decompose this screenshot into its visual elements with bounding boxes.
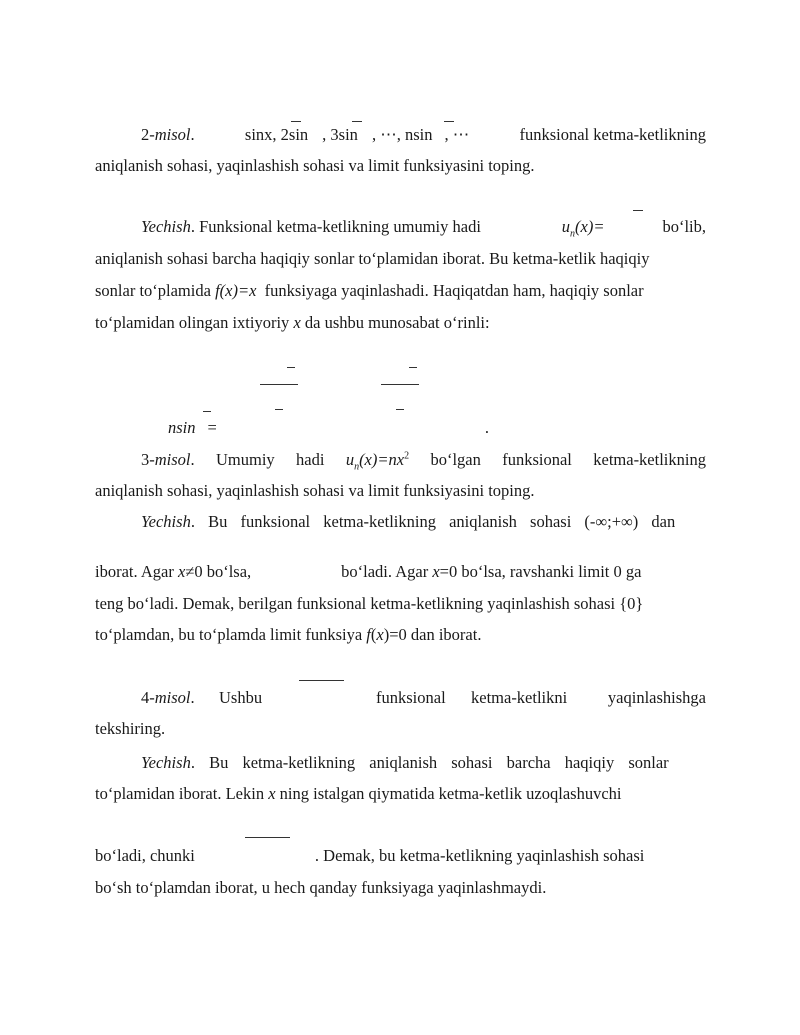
- example-4-heading: 4-misol.: [141, 688, 195, 707]
- example-2-line-2: aniqlanish sohasi, yaqinlashish sohasi va limit funksiyasini toping.: [95, 156, 535, 175]
- fraction-bar: [260, 384, 298, 385]
- fraction-bar: [245, 837, 290, 838]
- solution-4-line-3: bo‘ladi, chunki . Demak, bu ketma-ketlikning yaqinlashish sohasi: [95, 846, 645, 865]
- example-3-line-2: aniqlanish sohasi, yaqinlashish sohasi va limit funksiyasini toping.: [95, 481, 535, 500]
- solution-2-line-1: [141, 216, 706, 238]
- fraction-bar: [409, 367, 417, 368]
- example-3-heading: 3-misol.: [141, 450, 195, 469]
- fraction-bar: [352, 121, 362, 122]
- example-4-line-2: tekshiring.: [95, 719, 166, 738]
- solution-3-line-4: to‘plamdan, bu to‘plamda limit funksiya f(x)=0 dan iborat.: [95, 625, 482, 644]
- solution-2-line-3: sonlar to‘plamida f(x)=x funksiyaga yaqinlashadi. Haqiqatdan ham, haqiqiy sonlar: [95, 281, 644, 300]
- fraction-bar: [444, 121, 454, 122]
- formula-line: [168, 417, 508, 439]
- solution-4-line-1: Yechish. Bu ketma-ketlikning aniqlanish sohasi barcha haqiqiy sonlar: [141, 753, 669, 772]
- example-2-line-1: [141, 124, 706, 146]
- solution-3-line-2: iborat. Agar x≠0 bo‘lsa, bo‘ladi. Agar x=0 bo‘lsa, ravshanki limit 0 ga: [95, 562, 642, 581]
- formula-left: nsin: [168, 418, 196, 437]
- fraction-bar: [203, 411, 211, 412]
- fraction-bar: [381, 384, 419, 385]
- example-3-line-1: 3-misol. Umumiy hadi $u_n(x)=nx^2$ bo‘lgan funksional ketma-ketlikning: [141, 450, 706, 473]
- fraction-bar: [396, 409, 404, 410]
- solution-2-lead: Yechish. Funksional ketma-ketlikning umumiy hadi: [141, 217, 481, 236]
- solution-2-line-4: to‘plamidan olingan ixtiyoriy x da ushbu munosabat o‘rinli:: [95, 313, 490, 332]
- formula-equals: =: [207, 418, 217, 437]
- solution-4-line-2: to‘plamidan iborat. Lekin x ning istalgan qiymatida ketma-ketlik uzoqlashuvchi: [95, 784, 622, 803]
- example-2-heading: 2-misol.: [141, 125, 195, 144]
- general-term: $u_n(x)=nx^2$: [345, 450, 410, 473]
- formula-end: .: [484, 418, 489, 437]
- fraction-bar: [633, 210, 643, 211]
- fraction-bar: [291, 121, 301, 122]
- example-2-text: funksional ketma-ketlikning: [519, 125, 706, 144]
- solution-2-line-2: aniqlanish sohasi barcha haqiqiy sonlar to‘plamidan iborat. Bu ketma-ketlik haqiqiy: [95, 249, 650, 268]
- general-term: $u_n(x)=$ bo‘lib,: [561, 217, 706, 240]
- fraction-bar: [287, 367, 295, 368]
- example-4-line-1: 4-misol. Ushbu funksional ketma-ketlikni yaqinlashishga: [141, 688, 706, 707]
- example-2-sequence: sinx, 2sin , 3sin , ⋯, nsin , ⋯: [244, 125, 470, 144]
- fraction-bar: [275, 409, 283, 410]
- solution-3-line-3: teng bo‘ladi. Demak, berilgan funksional ketma-ketlikning yaqinlashish sohasi {0}: [95, 594, 644, 613]
- solution-3-line-1: Yechish. Bu funksional ketma-ketlikning aniqlanish sohasi (-∞;+∞) dan: [141, 512, 676, 531]
- fraction-bar: [299, 680, 344, 681]
- solution-4-line-4: bo‘sh to‘plamdan iborat, u hech qanday funksiyaga yaqinlashmaydi.: [95, 878, 547, 897]
